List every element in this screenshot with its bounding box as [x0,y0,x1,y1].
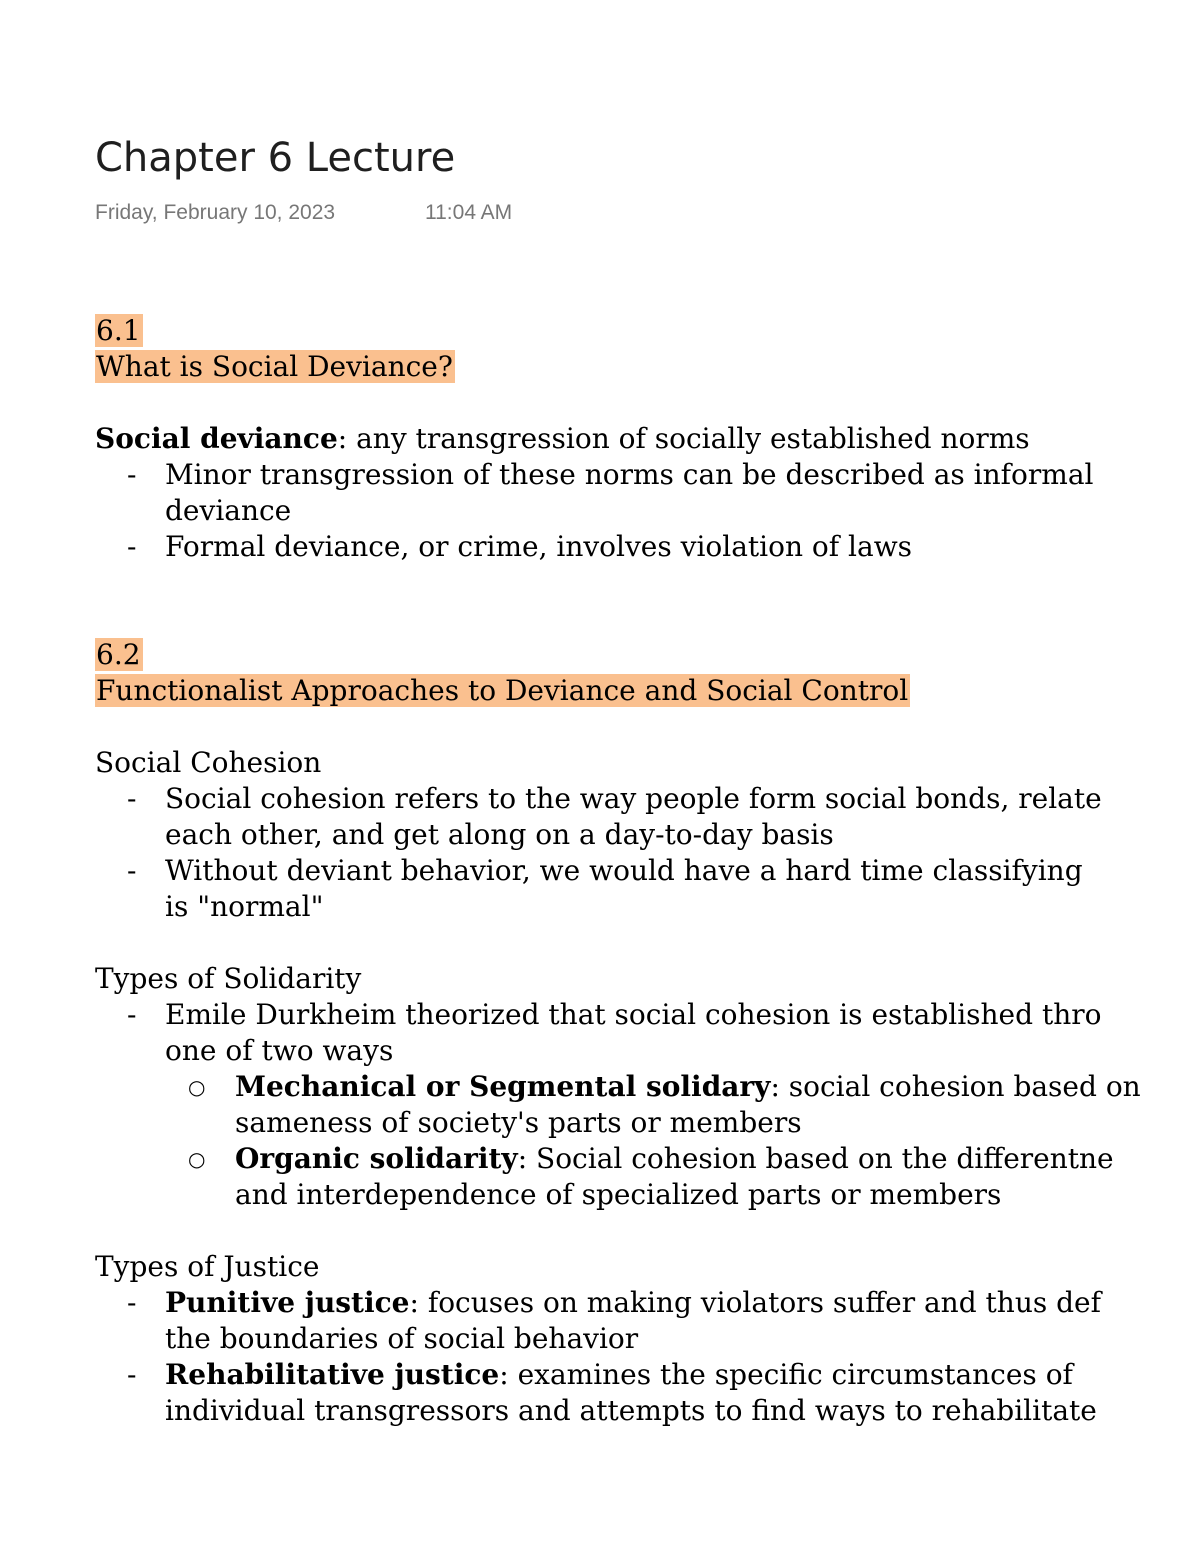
section-heading: What is Social Deviance? [96,350,453,383]
dash-marker: - [127,782,137,815]
sub-bullet-list [165,1069,1200,1213]
list-item: - Without deviant behavior, we would have a hard time classifying is "normal" [127,854,1083,923]
definition-term: Social deviance [95,422,338,455]
circle-marker: ○ [188,1075,206,1099]
page-title: Chapter 6 Lecture [95,135,456,181]
subheading-types-of-solidarity: Types of Solidarity [95,962,362,995]
list-item: ○ Mechanical or Segmental solidary: social cohesion based on sameness of society's parts or members [188,1070,1141,1139]
list-item: - Formal deviance, or crime, involves violation of laws [127,530,913,563]
dash-marker: - [127,998,137,1031]
list-item: - Minor transgression of these norms can be described as informal deviance [127,458,1094,527]
bullet-list [95,781,1200,925]
dash-marker: - [127,1358,137,1391]
definition-text: : any transgression of socially established norms [337,422,1030,455]
dash-marker: - [127,458,137,491]
section-heading: Functionalist Approaches to Deviance and Social Control [96,674,909,707]
list-item: - Emile Durkheim theorized that social cohesion is established thro one of two ways ○ Mechanical or Segmental solidary: social cohesion based on sameness of society's parts or members ○ Organic solidarity: Social cohesion based on the differentne and interdependence of specialized parts or members [95,997,1200,1213]
bullet-list [95,997,1200,1213]
definition-line [95,421,1200,457]
dash-marker: - [127,530,137,563]
list-item: - Rehabilitative justice: examines the specific circumstances of individual transgressors and attempts to find ways to rehabilitate [127,1358,1097,1427]
page-meta [95,200,513,226]
dash-marker: - [127,854,137,887]
dash-marker: - [127,1286,137,1319]
bullet-list [95,457,1200,565]
list-item: - Social cohesion refers to the way people form social bonds, relate each other, and get along on a day-to-day basis [127,782,1102,851]
subheading-social-cohesion: Social Cohesion [95,746,322,779]
note-body [95,313,1200,1429]
list-item: ○ Organic solidarity: Social cohesion based on the differentne and interdependence of specialized parts or members [188,1142,1114,1211]
section-number: 6.1 [96,314,141,347]
circle-marker: ○ [188,1147,206,1171]
subheading-types-of-justice: Types of Justice [95,1250,320,1283]
page-date: Friday, February 10, 2023 [95,201,336,224]
list-item: - Punitive justice: focuses on making violators suffer and thus def the boundaries of social behavior [127,1286,1101,1355]
section-number: 6.2 [96,638,141,671]
bullet-list [95,1285,1200,1429]
page-time: 11:04 AM [425,201,513,224]
